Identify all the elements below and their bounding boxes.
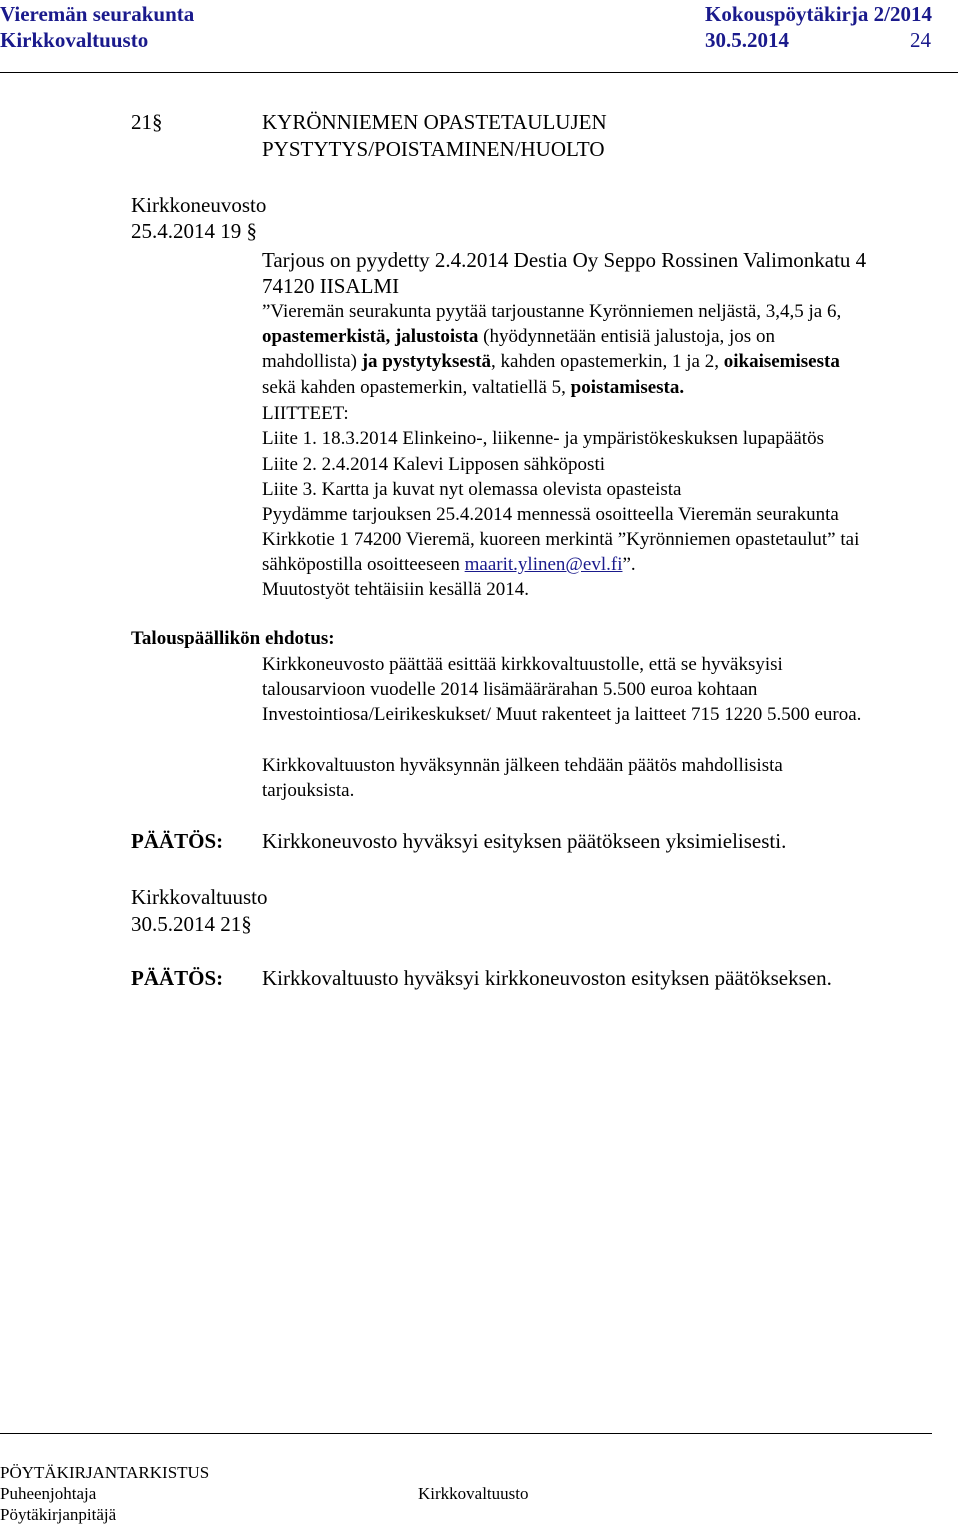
offer-line1: Pyydämme tarjouksen 25.4.2014 mennessä osoitteella Vieremän seurakunta [262,504,839,525]
section-sign: § [152,110,163,134]
offer-line3 [262,554,636,576]
prep-body: Kirkkoneuvosto [131,193,267,217]
offer-line2: Kirkkotie 1 74200 Vieremä, kuoreen merkintä ”Kyrönniemen opastetaulut” tai [262,529,860,550]
email-link[interactable]: maarit.ylinen@evl.fi [464,554,623,575]
council-sign: § [241,912,252,936]
proposal-line3: Investointiosa/Leirikeskukset/ Muut rakenteet ja laitteet 715 1220 5.500 euroa. [262,704,862,725]
footer-chair: Puheenjohtaja [0,1484,97,1503]
offer-line3-post: ”. [622,554,636,575]
request-line2 [262,326,775,348]
decision1-label: PÄÄTÖS: [131,829,224,853]
header-date: 30.5.2014 [705,28,789,52]
decision2-label: PÄÄTÖS: [131,966,224,990]
request-bold-4: poistamisesta. [570,377,685,398]
decision1-text: Kirkkoneuvosto hyväksyi esityksen päätökseen yksimielisesti. [262,829,787,853]
council-date-ref [131,912,252,937]
request-line1: ”Vieremän seurakunta pyytää tarjoustanne Kyrönniemen neljästä, 3,4,5 ja 6, [262,301,842,322]
request-line3-pre: mahdollista) [262,351,362,372]
proposal-line2: talousarvioon vuodelle 2014 lisämäärärahan 5.500 euroa kohtaan [262,679,758,700]
attachment-2: Liite 2. 2.4.2014 Kalevi Lipposen sähköposti [262,454,606,475]
footer-secretary: Pöytäkirjanpitäjä [0,1505,117,1524]
footer-body: Kirkkovaltuusto [418,1484,529,1503]
footer-rule [0,1433,932,1434]
request-line4-pre: sekä kahden opastemerkin, valtatiellä 5, [262,377,571,398]
council-body: Kirkkovaltuusto [131,885,268,909]
prep-date-ref [131,219,257,244]
section-title-line2: PYSTYTYS/POISTAMINEN/HUOLTO [262,137,605,161]
header-page: 24 [910,28,931,52]
section-number-value: 21 [131,110,152,134]
header-org: Vieremän seurakunta [0,2,195,26]
header-body: Kirkkovaltuusto [0,28,149,52]
request-line3-mid: , kahden opastemerkin, 1 ja 2, [491,351,724,372]
header-rule [0,72,958,73]
proposal-label: Talouspäällikön ehdotus: [131,628,335,649]
request-bold-1: opastemerkistä, jalustoista [262,326,479,347]
attachment-3: Liite 3. Kartta ja kuvat nyt olemassa olevista opasteista [262,479,682,500]
request-line2-rest: (hyödynnetään entisiä jalustoja, jos on [478,326,775,347]
council-date-ref-value: 30.5.2014 21 [131,912,242,936]
prep-date-ref-value: 25.4.2014 19 [131,219,242,243]
request-bold-2: ja pystytyksestä [361,351,492,372]
header-doc-title: Kokouspöytäkirja 2/2014 [705,2,932,26]
prep-line1: Tarjous on pyydetty 2.4.2014 Destia Oy Seppo Rossinen Valimonkatu 4 [262,248,867,272]
proposal-line1: Kirkkoneuvosto päättää esittää kirkkovaltuustolle, että se hyväksyisi [262,654,783,675]
request-line3 [262,351,840,373]
section-title-line1: KYRÖNNIEMEN OPASTETAULUJEN [262,110,607,134]
prep-line2: 74120 IISALMI [262,274,400,298]
attachments-heading: LIITTEET: [262,403,349,424]
proposal-line4: Kirkkovaltuuston hyväksynnän jälkeen tehdään päätös mahdollisista [262,755,783,776]
attachment-1: Liite 1. 18.3.2014 Elinkeino-, liikenne- ja ympäristökeskuksen lupapäätös [262,428,824,449]
section-number [131,110,163,135]
proposal-line5: tarjouksista. [262,780,355,801]
changes-schedule: Muutostyöt tehtäisiin kesällä 2014. [262,579,530,600]
decision2-text: Kirkkovaltuusto hyväksyi kirkkoneuvoston esityksen päätökseksen. [262,966,832,990]
request-line4 [262,377,684,399]
request-bold-3: oikaisemisesta [723,351,840,372]
prep-sign: § [246,219,257,243]
footer-archive: PÖYTÄKIRJANTARKISTUS [0,1463,210,1482]
offer-line3-pre: sähköpostilla osoitteeseen [262,554,465,575]
